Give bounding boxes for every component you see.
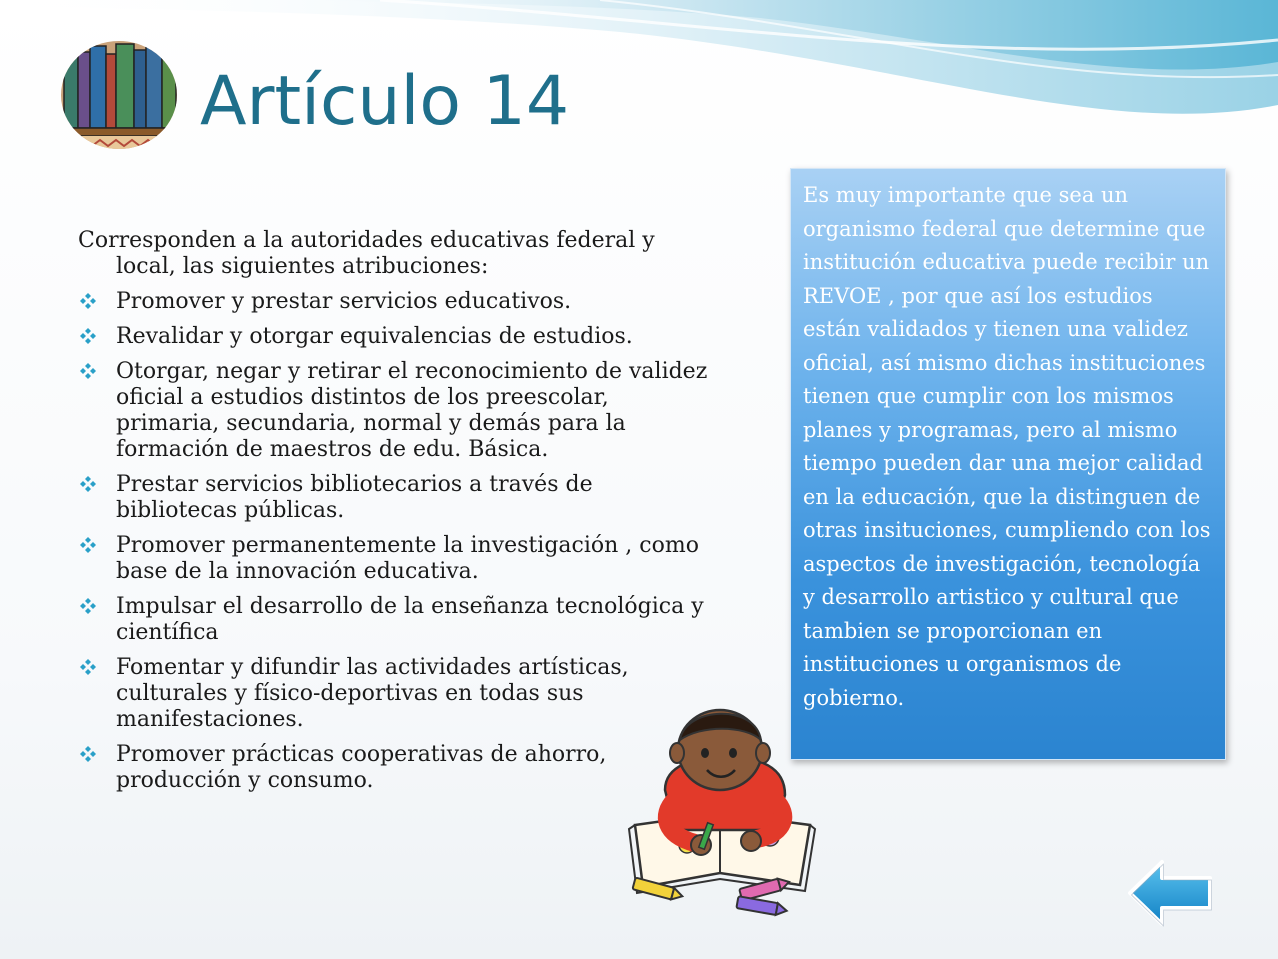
- diamond-bullet-icon: [80, 328, 96, 344]
- attributions-list: [78, 289, 718, 794]
- list-item: [78, 289, 718, 315]
- header-swoosh: [0, 0, 1278, 160]
- diamond-bullet-icon: [80, 476, 96, 492]
- callout-text: Es muy importante que sea un organismo federal que determine que institución educativa puede recibir un REVOE , por que así los estudios están validados y tienen una validez oficial, así mismo dichas instituciones tienen que cumplir con los mismos planes y programas, pero al mismo tiempo pueden dar una mejor calidad en la educación, que la distinguen de otras insituciones, cumpliendo con los aspectos de investigación, tecnología y desarrollo artistico y cultural que tambien se proporcionan en instituciones u organismos de gobierno.: [803, 183, 1211, 710]
- list-item-text: Revalidar y otorgar equivalencias de estudios.: [116, 324, 633, 349]
- diamond-bullet-icon: [80, 659, 96, 675]
- page-title: Artículo 14: [200, 62, 570, 141]
- list-item-text: Impulsar el desarrollo de la enseñanza tecnológica y científica: [116, 594, 704, 645]
- diamond-bullet-icon: [80, 363, 96, 379]
- list-item: [78, 655, 718, 733]
- books-icon: [60, 40, 178, 150]
- list-item: [78, 742, 718, 794]
- list-item: [78, 359, 718, 463]
- list-item: [78, 472, 718, 524]
- diamond-bullet-icon: [80, 746, 96, 762]
- diamond-bullet-icon: [80, 293, 96, 309]
- list-item: [78, 533, 718, 585]
- list-item-text: Prestar servicios bibliotecarios a través de bibliotecas públicas.: [116, 472, 593, 523]
- article-body: [78, 228, 718, 803]
- diamond-bullet-icon: [80, 598, 96, 614]
- list-item: [78, 594, 718, 646]
- list-item: [78, 324, 718, 350]
- intro-text: Corresponden a la autoridades educativas federal y local, las siguientes atribuciones:: [78, 228, 655, 279]
- back-arrow-button[interactable]: [1126, 858, 1216, 928]
- list-item-text: Promover permanentemente la investigación , como base de la innovación educativa.: [116, 533, 699, 584]
- list-item-text: Otorgar, negar y retirar el reconocimiento de validez oficial a estudios distintos de los preescolar, primaria, secundaria, normal y demás para la formación de maestros de edu. Básica.: [116, 359, 708, 462]
- list-item-text: Promover y prestar servicios educativos.: [116, 289, 572, 314]
- diamond-bullet-icon: [80, 537, 96, 553]
- list-item-text: Fomentar y difundir las actividades artísticas, culturales y físico-deportivas en todas sus manifestaciones.: [116, 655, 629, 732]
- callout-box: [790, 168, 1226, 760]
- back-arrow-icon: [1130, 862, 1212, 926]
- child-drawing-illustration: [625, 695, 825, 920]
- list-item-text: Promover prácticas cooperativas de ahorro, producción y consumo.: [116, 742, 607, 793]
